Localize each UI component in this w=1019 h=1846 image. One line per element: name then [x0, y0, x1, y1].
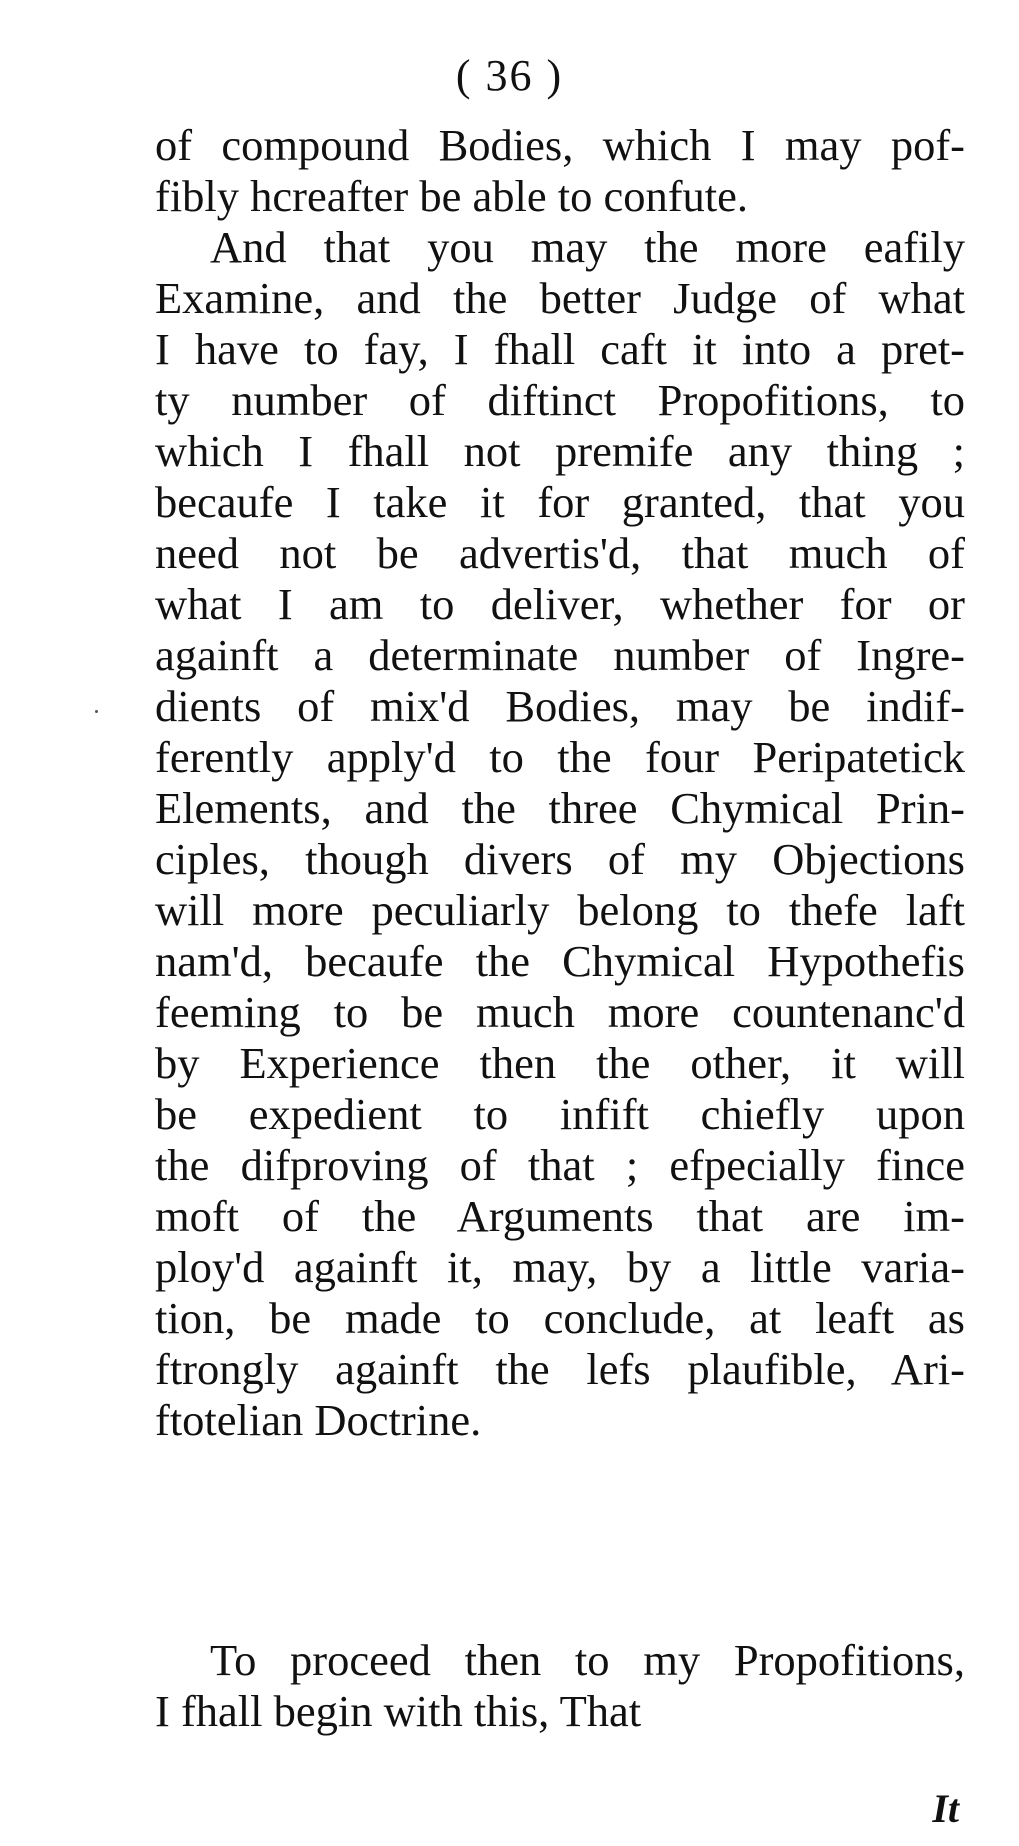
text-line: ftotelian Doctrine. — [155, 1395, 482, 1445]
text-line: I fhall begin with this, That — [155, 1686, 642, 1736]
text-line: nam'd, becaufe the Chymical Hypothefis — [155, 936, 965, 986]
text-line: fibly hcreafter be able to confute. — [155, 171, 749, 221]
text-line: Examine, and the better Judge of what — [155, 273, 965, 323]
text-line: Elements, and the three Chymical Prin- — [155, 783, 965, 833]
text-line: dients of mix'd Bodies, may be indif- — [155, 681, 965, 731]
text-line: I have to fay, I fhall caft it into a pret- — [155, 324, 965, 374]
text-line: moft of the Arguments that are im- — [155, 1191, 965, 1241]
text-line: becaufe I take it for granted, that you — [155, 477, 965, 527]
text-line: be expedient to infift chiefly upon — [155, 1089, 965, 1139]
text-line: what I am to deliver, whether for or — [155, 579, 965, 629]
catchword: It — [932, 1786, 959, 1831]
text-line: the difproving of that ; efpecially fince — [155, 1140, 965, 1190]
text-line: tion, be made to conclude, at leaft as — [155, 1293, 965, 1343]
closing-text — [155, 1635, 965, 1737]
text-line: To proceed then to my Propofitions, — [210, 1635, 965, 1685]
text-line: ftrongly againft the lefs plaufible, Ari- — [155, 1344, 965, 1394]
text-line: feeming to be much more countenanc'd — [155, 987, 965, 1037]
text-line: will more peculiarly belong to thefe laft — [155, 885, 965, 935]
text-line: need not be advertis'd, that much of — [155, 528, 965, 578]
text-line: ploy'd againft it, may, by a little varia- — [155, 1242, 965, 1292]
page-number: ( 36 ) — [455, 51, 564, 100]
text-line: of compound Bodies, which I may pof- — [155, 120, 965, 170]
text-line: And that you may the more eafily — [210, 222, 965, 272]
text-line: ty number of diftinct Propofitions, to — [155, 375, 965, 425]
text-line: ciples, though divers of my Objections — [155, 834, 965, 884]
text-line: which I fhall not premife any thing ; — [155, 426, 965, 476]
main-text — [155, 120, 965, 1446]
text-line: by Experience then the other, it will — [155, 1038, 965, 1088]
text-line: ferently apply'd to the four Peripatetick — [155, 732, 965, 782]
text-line: againft a determinate number of Ingre- — [155, 630, 965, 680]
ink-speck — [95, 710, 98, 713]
